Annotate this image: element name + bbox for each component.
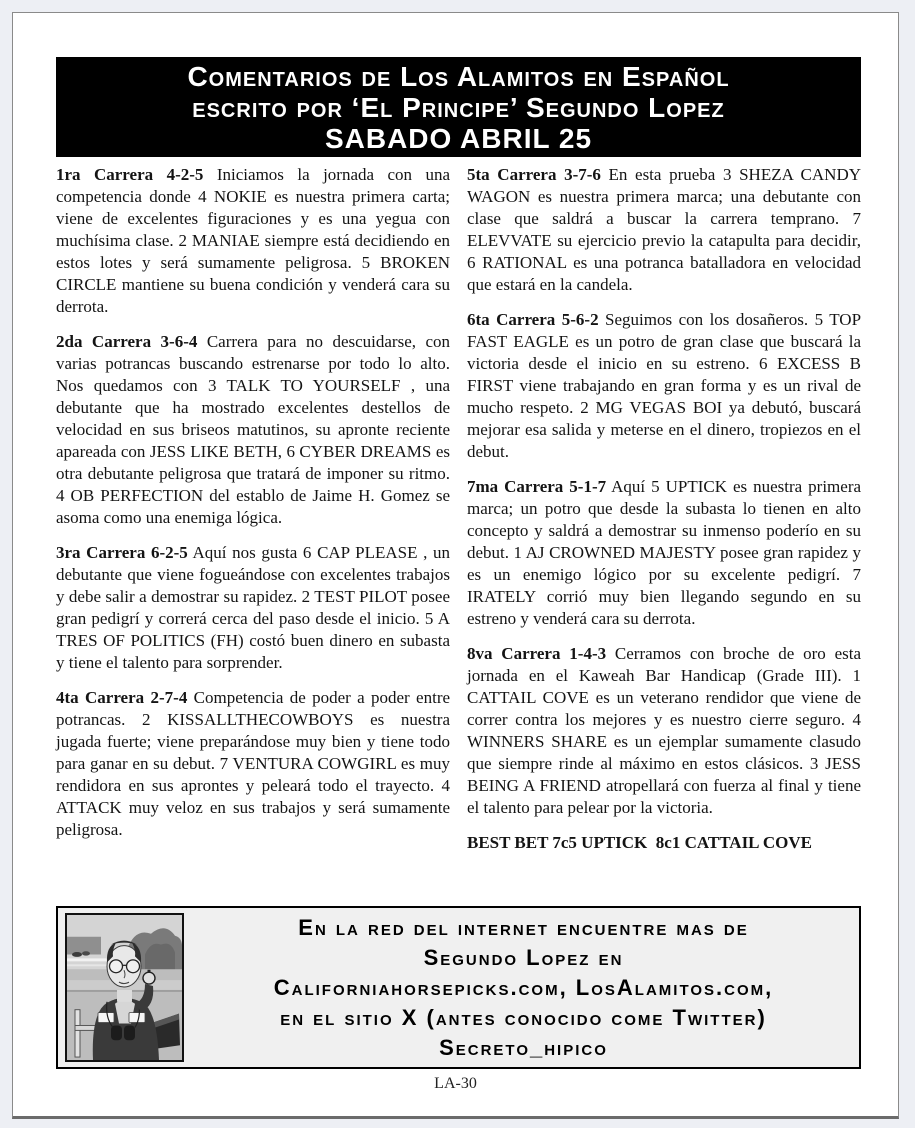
title-line-2: escrito por ‘El Principe’ Segundo Lopez (192, 92, 725, 123)
page-number: LA-30 (434, 1075, 477, 1092)
race-picks: 3-7-6 (564, 165, 601, 184)
race-text: Cerramos con broche de oro esta jornada en el Kaweah Bar Handicap (Grade III). 1 CATTAIL COVE es un veterano rendidor que viene de correr contra los mejores y es nuestro cierre seguro. 4 WINNERS SHARE es un ejemplar sumamente clasudo que siempre rinde al máximo en estos clásicos. 3 JESS BEING A FRIEND atropellará con fuerza al final y tiene el talento para pelear por la victoria. (467, 644, 861, 817)
race-label: 5ta Carrera (467, 165, 557, 184)
race-picks: 3-6-4 (160, 332, 198, 351)
promo-text (184, 913, 859, 1063)
commentary-columns (56, 164, 861, 867)
segundo-lopez-cartoon (65, 913, 184, 1062)
race-text: Competencia de poder a poder entre potrancas. 2 KISSALLTHECOWBOYS es nuestra jugada fuerte; viene preparándose muy bien y tiene todo para ganar en su debut. 7 VENTURA COWGIRL es muy rendidora en sus aprontes y peleará todo el trayecto. 4 ATTACK muy veloz en sus trabajos y será sumamente peligrosa. (56, 688, 451, 839)
race-lead (467, 644, 606, 663)
race-text: Aquí nos gusta 6 CAP PLEASE , un debutante que viene fogueándose con excelentes trabajos y debe salir a demostrar su rapidez. 2 TEST PILOT posee gran pedigrí y correrá cerca del paso desde el inicio. 5 A TRES OF POLITICS (FH) costó buen dinero en subasta y tiene el talento para sorprender. (56, 543, 451, 672)
promo-line-2: Segundo Lopez en (423, 944, 624, 970)
race-lead (467, 310, 599, 329)
race-lead (56, 543, 188, 562)
document-page (12, 12, 899, 1119)
race-paragraph-7 (467, 476, 861, 630)
race-picks: 5-6-2 (561, 310, 599, 329)
race-picks: 6-2-5 (150, 543, 188, 562)
left-column (56, 164, 450, 867)
race-lead (467, 165, 601, 184)
title-line-3: SABADO ABRIL 25 (324, 123, 593, 154)
race-lead (56, 332, 197, 351)
promo-banner (56, 906, 861, 1069)
promo-line-4: en el sitio X (antes conocido come Twitter) (280, 1004, 767, 1030)
race-text: Iniciamos la jornada con una competencia donde 4 NOKIE es nuestra primera carta; viene de excelentes figuraciones y es una yegua con muchísima clase. 2 MANIAE siempre está decidiendo en estos lotes y será sumamente peligrosa. 5 BROKEN CIRCLE mantiene su buena condición y venderá cara su derrota. (56, 165, 451, 316)
promo-line-5: Secreto_hipico (439, 1034, 608, 1060)
race-text: Aquí 5 UPTICK es nuestra primera marca; un potro que desde la subasta lo tienen en alto concepto y saldrá a demostrar su inmenso poderío en su debut. 1 AJ CROWNED MAJESTY posee gran rapidez y es un enemigo lógico por su excelente pedigrí. 7 IRATELY corrió muy bien llegando segundo en su estreno y venderá cara su derrota. (467, 477, 862, 628)
race-paragraph-3 (56, 542, 450, 674)
right-column (467, 164, 861, 867)
race-picks: 5-1-7 (569, 477, 607, 496)
promo-line-3: Californiahorsepicks.com, LosAlamitos.com, (273, 974, 774, 1000)
race-text: En esta prueba 3 SHEZA CANDY WAGON es nuestra primera marca; una debutante con clase que saldrá a buscar la carrera temprano. 7 ELEVVATE su ejercicio previo la catapulta para decidir, 6 RATIONAL es una potranca batalladora en velocidad que estará en la candela. (467, 165, 861, 294)
race-paragraph-5 (467, 164, 861, 296)
race-label: 3ra Carrera (56, 543, 146, 562)
race-label: 1ra Carrera (56, 165, 154, 184)
title-line-1: Comentarios de Los Alamitos en Español (187, 61, 730, 92)
race-label: 8va Carrera (467, 644, 561, 663)
race-paragraph-1 (56, 164, 450, 318)
race-label: 2da Carrera (56, 332, 152, 351)
race-lead (467, 477, 606, 496)
race-lead (56, 688, 187, 707)
race-paragraph-2 (56, 331, 450, 529)
race-paragraph-6 (467, 309, 861, 463)
race-picks: 2-7-4 (150, 688, 188, 707)
best-bet-line: BEST BET 7c5 UPTICK 8c1 CATTAIL COVE (467, 833, 812, 852)
race-paragraph-8 (467, 643, 861, 819)
race-label: 6ta Carrera (467, 310, 556, 329)
race-text: Seguimos con los dosañeros. 5 TOP FAST EAGLE es un potro de gran clase que buscará la victoria desde el inicio en su estreno. 6 EXCESS B FIRST viene trabajando en gran forma y es un rival de mucho respeto. 2 MG VEGAS BOI ya debutó, buscará mejorar esa salida y meterse en el dinero, tropiezos en el debut. (467, 310, 862, 461)
race-picks: 1-4-3 (569, 644, 607, 663)
title-banner (56, 57, 861, 157)
promo-line-1: En la red del internet encuentre mas de (298, 914, 749, 940)
race-label: 7ma Carrera (467, 477, 564, 496)
race-lead (56, 165, 203, 184)
race-text: Carrera para no descuidarse, con varias potrancas buscando estrenarse por todo lo alto. Nos quedamos con 3 TALK TO YOURSELF , una debutante que ha mostrado excelentes destellos de velocidad en sus briseos matutinos, su apronte reciente apareada con JESS LIKE BETH, 6 CYBER DREAMS es otra debutante peligrosa que tratará de imponer su ritmo. 4 OB PERFECTION del establo de Jaime H. Gomez se asoma como una enemiga lógica. (56, 332, 451, 527)
race-picks: 4-2-5 (166, 165, 204, 184)
caricature-illustration (67, 915, 182, 1060)
race-paragraph-4 (56, 687, 450, 841)
race-label: 4ta Carrera (56, 688, 145, 707)
